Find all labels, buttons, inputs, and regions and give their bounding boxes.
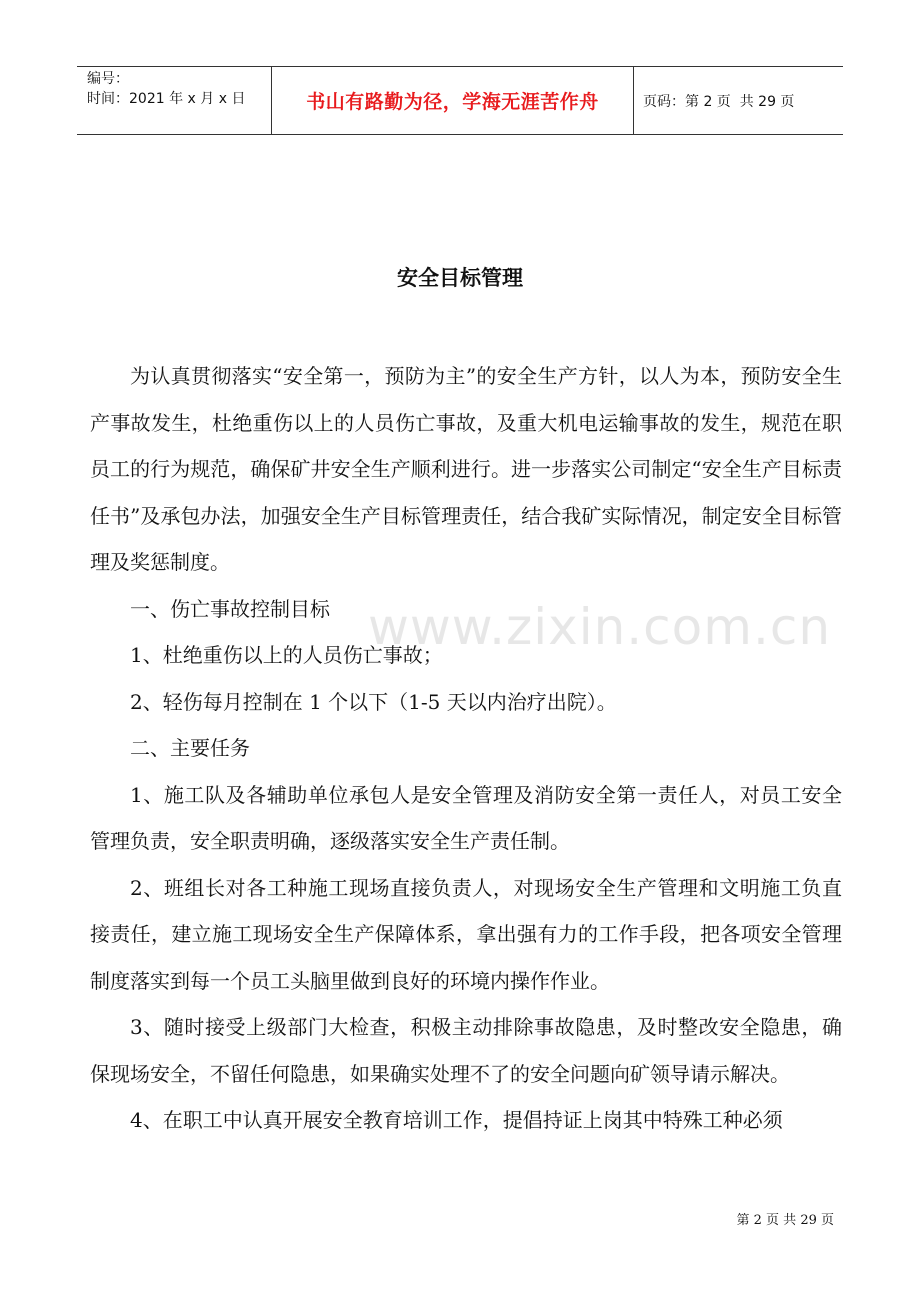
code-label: 编号：: [87, 71, 129, 87]
list-item: 1、施工队及各辅助单位承包人是安全管理及消防安全第一责任人，对员工安全管理负责，安全职责明确，逐级落实安全生产责任制。: [90, 782, 842, 853]
page-header: [77, 66, 843, 135]
page-code-text: 页码：第 2 页 共 29 页: [643, 93, 795, 110]
list-item: 1、杜绝重伤以上的人员伤亡事故；: [130, 643, 443, 667]
intro-paragraph: 为认真贯彻落实“安全第一，预防为主”的安全生产方针，以人为本，预防安全生产事故发生，杜绝重伤以上的人员伤亡事故，及重大机电运输事故的发生，规范在职员工的行为规范，确保矿井安全生产顺利进行。进一步落实公司制定“安全生产目标责任书”及承包办法，加强安全生产目标管理责任，结合我矿实际情况，制定安全目标管理及奖惩制度。: [90, 364, 842, 574]
section-heading-2: 二、主要任务: [130, 736, 250, 760]
watermark: www.zixin.com.cn: [368, 598, 832, 656]
list-item: 2、轻伤每月控制在 1 个以下（1-5 天以内治疗出院）。: [130, 689, 617, 714]
document-title: 安全目标管理: [397, 266, 523, 290]
page-footer: 第 2 页 共 29 页: [736, 1213, 834, 1228]
document-body: [90, 353, 842, 1144]
list-item: 3、随时接受上级部门大检查，积极主动排除事故隐患，及时整改安全隐患，确保现场安全，不留任何隐患，如果确实处理不了的安全问题向矿领导请示解决。: [90, 1015, 842, 1086]
header-meta: [77, 67, 272, 134]
section-heading-1: 一、伤亡事故控制目标: [130, 596, 330, 621]
header-page-code: [634, 67, 843, 134]
time-label: 时间：2021 年 x 月 x 日: [87, 91, 246, 107]
list-item: 4、在职工中认真开展安全教育培训工作，提倡持证上岗其中特殊工种必须: [130, 1108, 783, 1132]
list-item: 2、班组长对各工种施工现场直接负责人，对现场安全生产管理和文明施工负直接责任，建立施工现场安全生产保障体系，拿出强有力的工作手段，把各项安全管理制度落实到每一个员工头脑里做到良好的环境内操作作业。: [90, 875, 842, 993]
header-motto: 书山有路勤为径，学海无涯苦作舟: [272, 67, 634, 134]
